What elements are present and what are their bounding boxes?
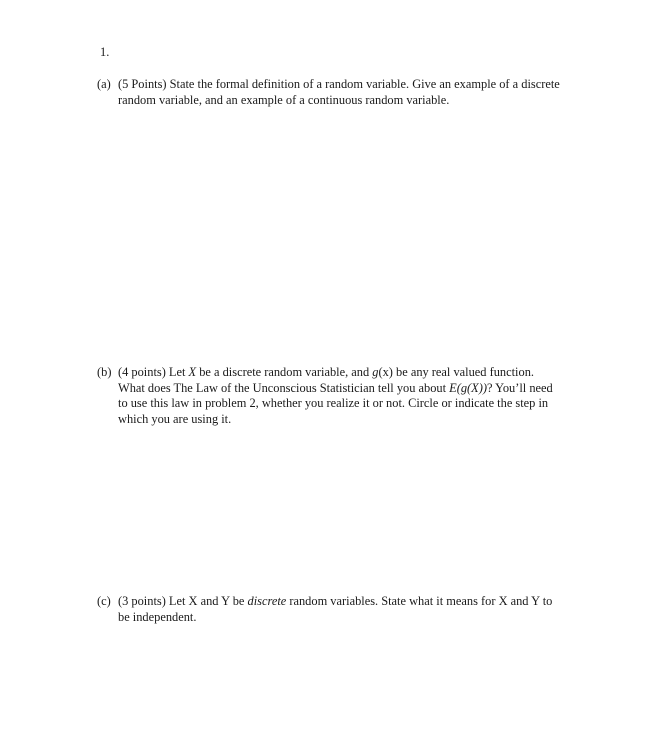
expectation-expression: E(g(X)) [449,380,487,395]
part-a-text-1: (5 Points) State the formal definition of a random variable. Give an example of a discrete [118,77,560,91]
part-a-line-2: random variable, and an example of a continuous random variable. [118,92,450,107]
part-b-text-1c: (x) be any real valued function. [378,365,534,379]
part-c-line-2: be independent. [118,609,197,624]
part-b-label: (b) [97,365,112,379]
part-b-line-1 [97,365,597,381]
part-a-label: (a) [97,77,111,91]
part-b-line-2 [97,381,597,397]
part-c-line-1 [97,594,597,610]
variable-x: X [188,365,197,379]
part-b-text-1b: be a discrete random variable, and [196,365,373,379]
part-a-line-1 [97,77,597,93]
part-a [97,77,597,108]
part-c [97,594,597,625]
part-b-text-2b: ? You’ll need [487,380,553,395]
part-b-line-4: which you are using it. [118,411,232,426]
function-g: g [372,365,379,379]
part-c-text-1a: (3 points) Let X and Y be [118,594,248,608]
problem-number: 1. [100,45,110,59]
part-b [97,365,597,427]
part-b-text-2a: What does The Law of the Unconscious Statistician tell you about [118,380,450,395]
emphasis-discrete: discrete [247,594,287,608]
part-c-text-1b: random variables. State what it means for X and Y to [286,594,553,608]
part-b-text-1a: (4 points) Let [118,365,189,379]
part-b-line-3: to use this law in problem 2, whether you realize it or not. Circle or indicate the step in [118,396,549,410]
part-c-label: (c) [97,594,111,608]
